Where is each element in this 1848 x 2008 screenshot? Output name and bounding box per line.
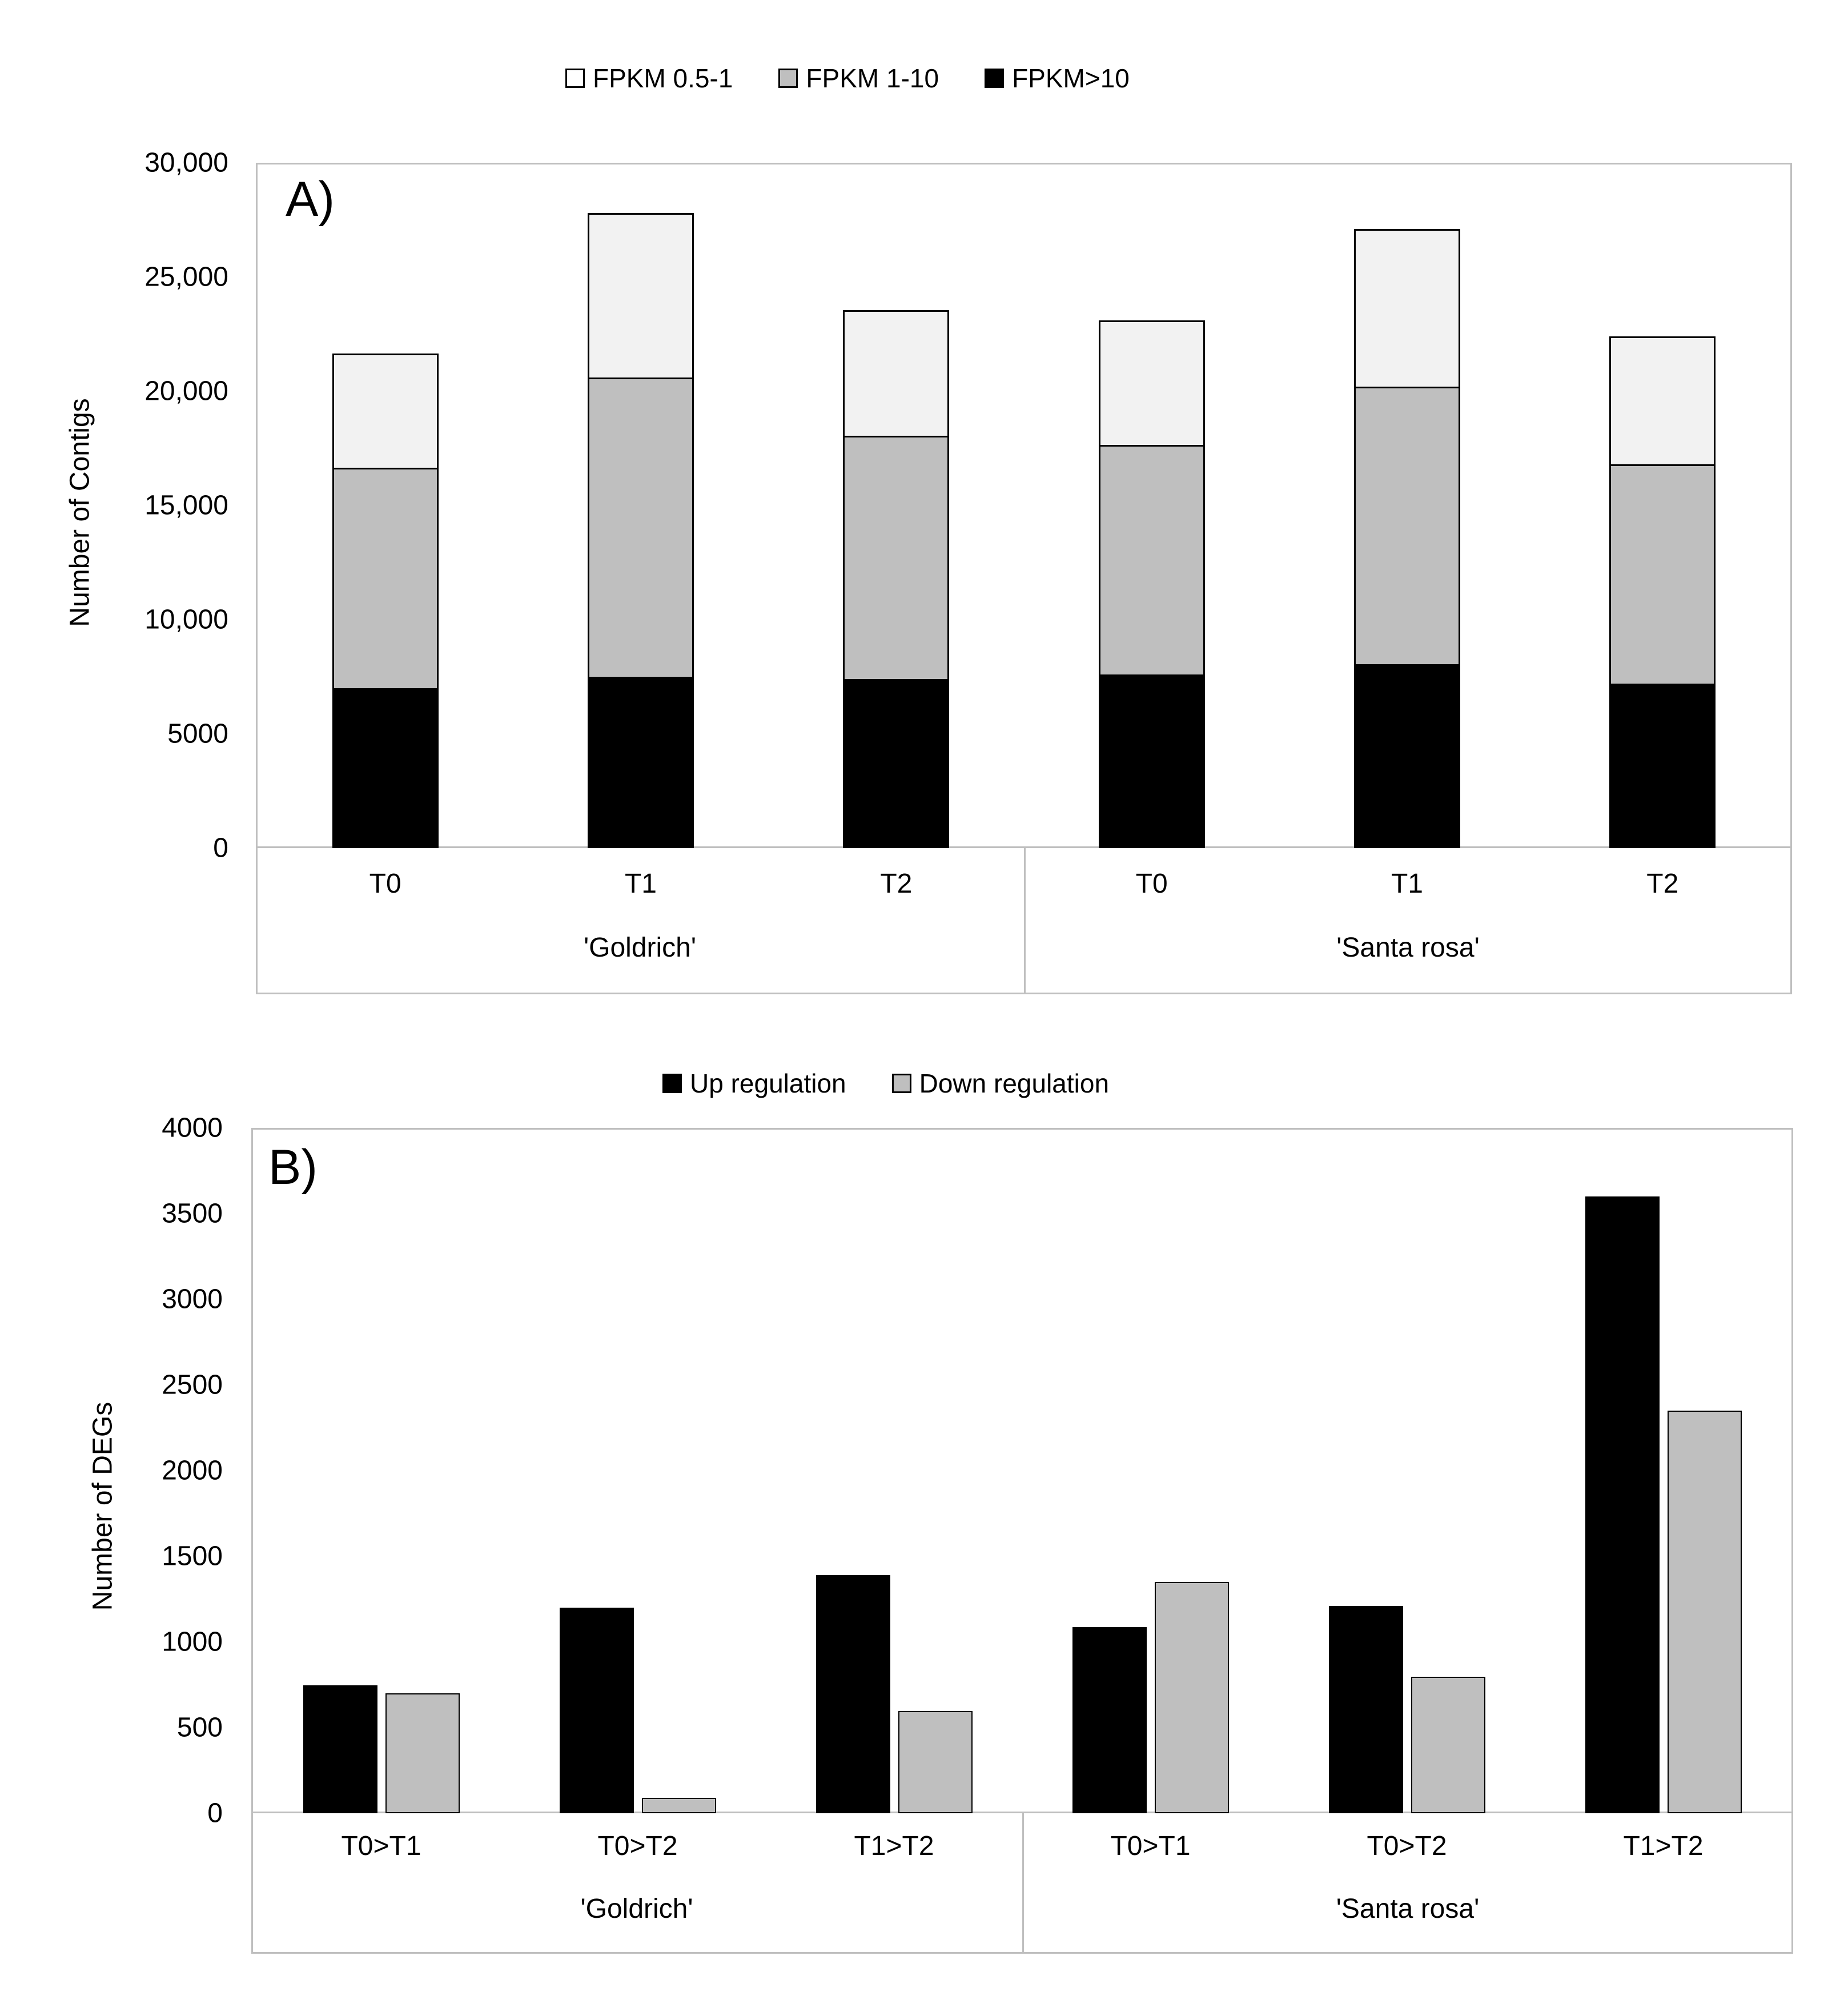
- legend-label: FPKM 0.5-1: [593, 63, 733, 93]
- bar-group-santarosa-t1: [1279, 164, 1534, 848]
- legend-label: Down regulation: [919, 1069, 1110, 1098]
- x-label-santarosa-t0t1: T0>T1: [1110, 1831, 1191, 1861]
- x-label-goldrich-t1: T1: [624, 869, 657, 899]
- panel-b-ytick-1500: 1500: [162, 1541, 223, 1572]
- bar-down-regulation: [1155, 1582, 1229, 1813]
- panel-a-letter: A): [286, 172, 335, 227]
- panel-a-bottom-line: [256, 993, 1792, 994]
- panel-b-bottom-line: [251, 1952, 1793, 1954]
- bar-down-regulation: [385, 1693, 460, 1813]
- legend-swatch-gray: [778, 69, 798, 88]
- panel-a-ytick-10000: 10,000: [144, 604, 228, 635]
- stacked-bar: [1099, 320, 1205, 848]
- segment-fpkm-gt10: [1354, 664, 1460, 848]
- stacked-bar: [332, 354, 439, 848]
- panel-b-left-edge: [251, 1813, 253, 1953]
- panel-a-right-edge: [1790, 848, 1792, 994]
- bar-up-regulation: [1329, 1606, 1403, 1813]
- bar-group-santarosa-t2: [1535, 164, 1790, 848]
- segment-fpkm-05-1: [332, 354, 439, 468]
- bar-group-goldrich-t0t1: [253, 1130, 509, 1813]
- panel-a-bars: [258, 164, 1790, 848]
- x-label-santarosa-t1: T1: [1391, 869, 1423, 899]
- x-label-santarosa-t2: T2: [1646, 869, 1679, 899]
- panel-a-left-edge: [256, 848, 258, 994]
- legend-item-up-regulation: [662, 1068, 846, 1099]
- segment-fpkm-gt10: [588, 677, 694, 848]
- segment-fpkm-gt10: [1099, 674, 1205, 848]
- segment-fpkm-1-10: [588, 377, 694, 677]
- segment-fpkm-05-1: [1354, 229, 1460, 387]
- stacked-bar: [588, 213, 694, 848]
- cultivar-label-santarosa: 'Santa rosa': [1336, 933, 1480, 963]
- panel-b-ytick-4000: 4000: [162, 1113, 223, 1143]
- segment-fpkm-1-10: [843, 436, 949, 679]
- segment-fpkm-1-10: [1609, 464, 1716, 684]
- legend-swatch-gray: [892, 1074, 911, 1093]
- panel-a-ytick-5000: 5000: [167, 718, 228, 749]
- bar-up-regulation: [1585, 1196, 1660, 1813]
- legend-label: Up regulation: [690, 1069, 846, 1098]
- panel-a-ytick-20000: 20,000: [144, 376, 228, 407]
- panel-a-cultivar-labels: [256, 932, 1792, 963]
- stacked-bar: [1354, 229, 1460, 848]
- bar-down-regulation: [1411, 1677, 1485, 1813]
- x-label-santarosa-t0: T0: [1135, 869, 1168, 899]
- panel-a-ytick-30000: 30,000: [144, 147, 228, 178]
- panel-b-ytick-2500: 2500: [162, 1370, 223, 1400]
- cultivar-label-goldrich: 'Goldrich': [583, 933, 697, 963]
- legend-label: FPKM 1-10: [806, 63, 939, 93]
- panel-b-cultivar-labels: [251, 1893, 1793, 1925]
- panel-b-y-axis-title: Number of DEGs: [87, 1401, 118, 1611]
- bar-up-regulation: [560, 1608, 634, 1813]
- bar-group-santarosa-t0t2: [1279, 1130, 1535, 1813]
- x-label-goldrich-t1t2: T1>T2: [854, 1831, 934, 1861]
- bar-group-goldrich-t2: [769, 164, 1024, 848]
- bar-group-santarosa-t1t2: [1535, 1130, 1791, 1813]
- x-label-goldrich-t2: T2: [880, 869, 913, 899]
- panel-a-ytick-0: 0: [213, 833, 228, 864]
- stacked-bar: [1609, 336, 1716, 848]
- cultivar-label-santarosa: 'Santa rosa': [1336, 1894, 1480, 1924]
- panel-b-bars: [253, 1130, 1791, 1813]
- panel-a-ytick-25000: 25,000: [144, 262, 228, 292]
- bar-group-goldrich-t0: [258, 164, 513, 848]
- x-label-goldrich-t0t2: T0>T2: [597, 1831, 678, 1861]
- panel-b-ytick-3500: 3500: [162, 1198, 223, 1229]
- panel-b-legend: [662, 1068, 1109, 1099]
- panel-a-group-divider: [1024, 848, 1026, 994]
- segment-fpkm-gt10: [843, 679, 949, 848]
- panel-b-ytick-0: 0: [207, 1798, 223, 1829]
- bar-group-santarosa-t0t1: [1022, 1130, 1279, 1813]
- segment-fpkm-1-10: [1354, 387, 1460, 664]
- bar-group-goldrich-t0t2: [509, 1130, 766, 1813]
- legend-item-down-regulation: [892, 1068, 1109, 1099]
- segment-fpkm-05-1: [1609, 336, 1716, 464]
- panel-b-ytick-2000: 2000: [162, 1455, 223, 1486]
- x-label-goldrich-t0t1: T0>T1: [341, 1831, 421, 1861]
- panel-b-ytick-3000: 3000: [162, 1284, 223, 1315]
- stacked-bar: [843, 310, 949, 848]
- segment-fpkm-05-1: [843, 310, 949, 436]
- bar-down-regulation: [642, 1798, 716, 1813]
- bar-up-regulation: [816, 1575, 890, 1813]
- segment-fpkm-05-1: [1099, 320, 1205, 445]
- bar-group-goldrich-t1: [513, 164, 768, 848]
- segment-fpkm-1-10: [332, 468, 439, 688]
- segment-fpkm-05-1: [588, 213, 694, 377]
- panel-b-ytick-1000: 1000: [162, 1627, 223, 1657]
- legend-label: FPKM>10: [1012, 63, 1130, 93]
- bar-down-regulation: [898, 1711, 973, 1813]
- segment-fpkm-gt10: [1609, 684, 1716, 848]
- legend-swatch-black: [985, 69, 1004, 88]
- legend-item-fpkm-1-10: [778, 63, 939, 94]
- segment-fpkm-gt10: [332, 688, 439, 848]
- x-label-santarosa-t0t2: T0>T2: [1367, 1831, 1447, 1861]
- bar-up-regulation: [303, 1685, 377, 1813]
- bar-group-goldrich-t1t2: [766, 1130, 1022, 1813]
- bar-group-santarosa-t0: [1024, 164, 1279, 848]
- panel-b-right-edge: [1791, 1813, 1793, 1953]
- x-label-santarosa-t1t2: T1>T2: [1623, 1831, 1704, 1861]
- panel-a-y-axis-title: Number of Contigs: [65, 398, 95, 627]
- segment-fpkm-1-10: [1099, 445, 1205, 674]
- legend-item-fpkm-05-1: [565, 63, 733, 94]
- legend-swatch-white: [565, 69, 585, 88]
- panel-b-ytick-500: 500: [176, 1712, 223, 1743]
- x-label-goldrich-t0: T0: [369, 869, 401, 899]
- cultivar-label-goldrich: 'Goldrich': [580, 1894, 693, 1924]
- panel-a-ytick-15000: 15,000: [144, 490, 228, 521]
- bar-down-regulation: [1668, 1411, 1742, 1813]
- panel-b-group-divider: [1022, 1813, 1024, 1953]
- bar-up-regulation: [1072, 1627, 1147, 1813]
- panel-b-letter: B): [268, 1140, 318, 1195]
- panel-a-legend: [565, 63, 1130, 94]
- legend-item-fpkm-gt10: [985, 63, 1130, 94]
- legend-swatch-black: [662, 1074, 682, 1093]
